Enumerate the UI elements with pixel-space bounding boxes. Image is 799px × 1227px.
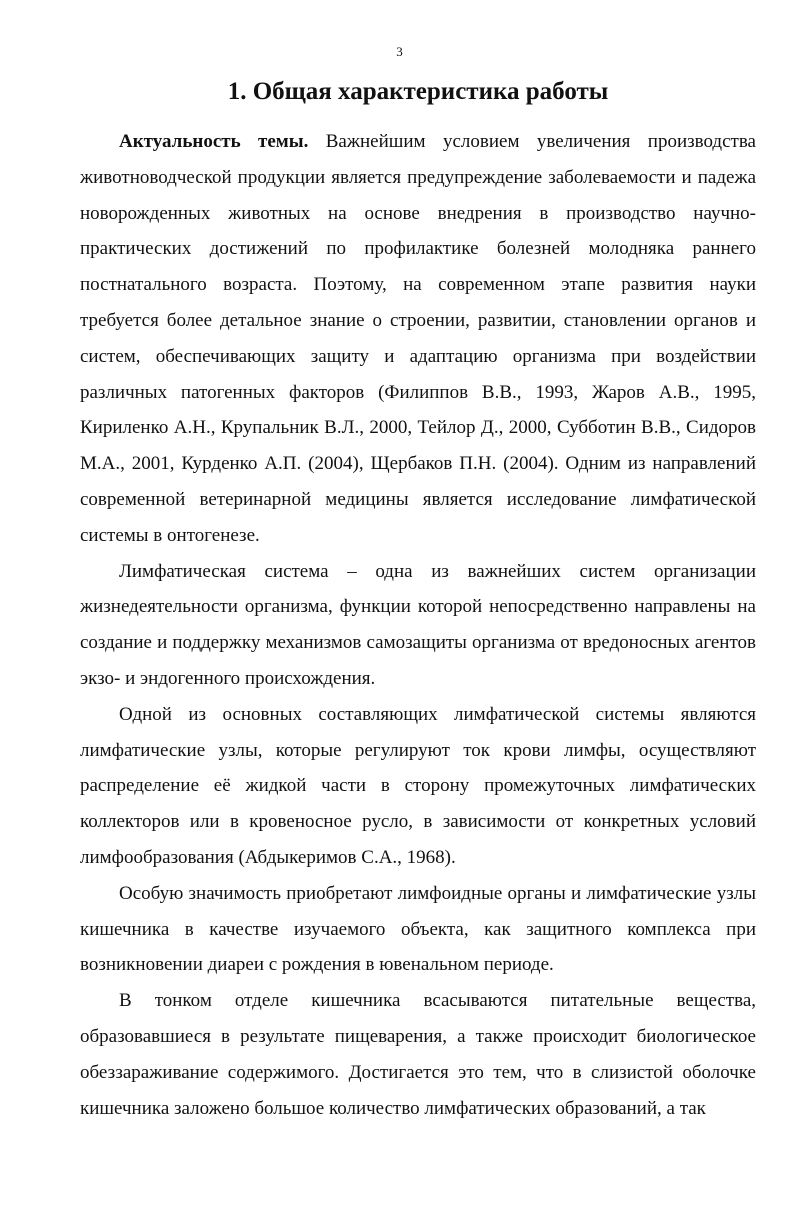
page-number: 3 [396,44,403,59]
paragraph-small-intestine: В тонком отделе кишечника всасываются питательные вещества, образовавшиеся в результате пищеварения, а также происходит биологическое обеззараживание содержимого. Достигается это тем, что в слизистой оболочке кишечника заложено большое количество лимфатических образований, а так [80,990,756,1119]
section-title: 1. Общая характеристика работы [227,78,609,105]
paragraph-text-relevance: Важнейшим условием увеличения производства животноводческой продукции является предупреждение заболеваемости и падежа новорожденных животных на основе внедрения в производство научно-практических достижений по профилактике болезней молодняка раннего постнатального возраста. Поэтому, на современном этапе развития науки требуется более детальное знание о строении, развитии, становлении органов и систем, обеспечивающих защиту и адаптацию организма при воздействии различных патогенных факторов (Филиппов В.В., 1993, Жаров А.В., 1995, Кириленко А.Н., Крупальник В.Л., 2000, Тейлор Д., 2000, Субботин В.В., Сидоров М.А., 2001, Курденко А.П. (2004), Щербаков П.Н. (2004). Одним из направлений современной ветеринарной медицины является исследование лимфатической системы в онтогенезе. [80,131,756,546]
paragraph-lead-relevance: Актуальность темы. [119,131,309,152]
paragraph-lymph-nodes: Одной из основных составляющих лимфатической системы являются лимфатические узлы, которые регулируют ток крови лимфы, осуществляют распределение её жидкой части в сторону промежуточных лимфатических коллекторов или в кровеносное русло, в зависимости от конкретных условий лимфообразования (Абдыкеримов С.А., 1968). [80,703,756,868]
paragraph-lymphatic-system: Лимфатическая система – одна из важнейших систем организации жизнедеятельности организма, функции которой непосредственно направлены на создание и поддержку механизмов самозащиты организма от вредоносных агентов экзо- и эндогенного происхождения. [80,560,756,689]
paragraph-significance: Особую значимость приобретают лимфоидные органы и лимфатические узлы кишечника в качестве изучаемого объекта, как защитного комплекса при возникновении диареи с рождения в ювенальном периоде. [80,882,756,976]
paragraph-relevance [80,124,756,554]
body-text [80,124,756,1126]
